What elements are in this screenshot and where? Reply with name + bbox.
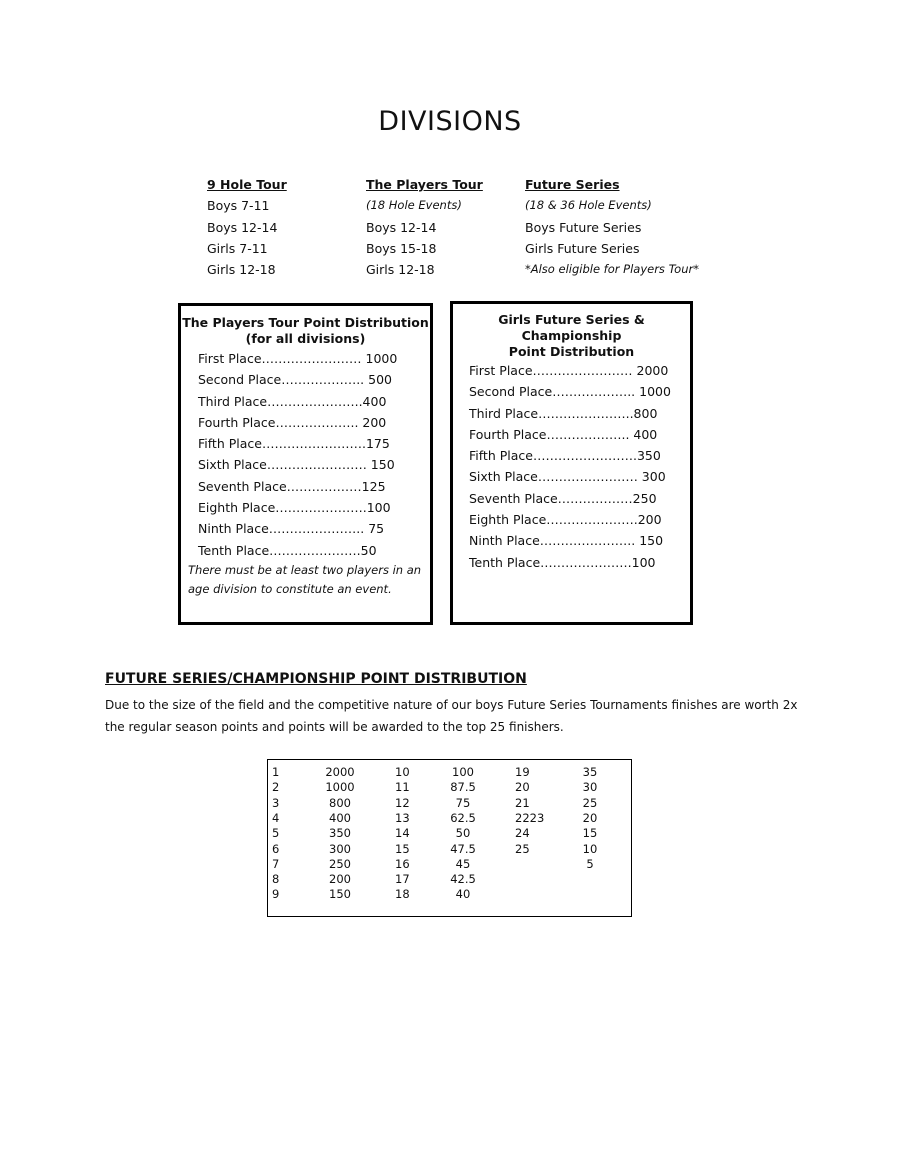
table-points-cell: 42.5	[450, 872, 476, 887]
girls-box-header-line2: Point Distribution	[508, 344, 635, 359]
division-item: Boys 15-18	[366, 240, 437, 256]
table-points-cell: 30	[582, 780, 598, 795]
table-place-cell: 19	[515, 765, 530, 779]
division-future-series	[525, 174, 725, 280]
table-place-cell: 2223	[515, 810, 545, 825]
table-place-cell: 18	[395, 887, 410, 902]
table-place-cell: 4	[272, 810, 280, 825]
table-points-cell: 45	[455, 856, 471, 871]
points-row: Third Place…………………..800	[469, 405, 658, 421]
points-row: Ninth Place………………….. 75	[198, 521, 385, 537]
division-item: Boys Future Series	[525, 219, 642, 235]
points-row: Eighth Place………………….100	[198, 500, 391, 516]
players-box-note-line1: There must be at least two players in an	[188, 562, 422, 577]
division-header: Future Series	[525, 177, 620, 192]
table-place-cell: 13	[395, 810, 410, 825]
table-place-cell: 17	[395, 872, 410, 887]
division-header: The Players Tour	[366, 177, 483, 192]
table-points-cell: 75	[455, 795, 471, 810]
table-points-cell: 150	[329, 887, 351, 902]
points-row: Seventh Place………………250	[469, 490, 657, 506]
table-points-cell: 20	[582, 810, 598, 825]
table-points-cell: 25	[582, 795, 598, 810]
table-place-cell: 9	[272, 887, 280, 902]
division-item: Boys 7-11	[207, 198, 270, 214]
future-section-title: FUTURE SERIES/CHAMPIONSHIP POINT DISTRIBUTION	[105, 671, 527, 687]
division-players-tour	[366, 174, 526, 280]
table-points-cell: 5	[586, 856, 594, 871]
table-place-cell: 11	[395, 780, 410, 795]
players-tour-points-box	[178, 303, 433, 625]
table-points-cell: 40	[455, 887, 471, 902]
table-points-cell: 800	[329, 795, 351, 810]
girls-box-header-line1: Girls Future Series & Championship	[498, 312, 645, 343]
table-place-cell: 8	[272, 872, 280, 887]
table-place-cell: 14	[395, 826, 410, 841]
points-table	[267, 759, 632, 917]
table-points-cell: 400	[329, 810, 351, 825]
table-place-cell: 5	[272, 826, 280, 841]
division-item: Boys 12-14	[366, 219, 437, 235]
table-place-cell: 1	[272, 765, 280, 779]
table-place-cell: 21	[515, 795, 530, 810]
division-item: (18 & 36 Hole Events)	[525, 198, 652, 213]
players-box-rows	[198, 348, 430, 561]
points-row: First Place…………………… 1000	[198, 351, 398, 366]
table-place-cell: 7	[272, 856, 280, 871]
division-item: (18 Hole Events)	[366, 198, 462, 213]
table-points-cell: 300	[329, 841, 351, 856]
page-title: DIVISIONS	[378, 106, 522, 137]
points-row: Fourth Place……………….. 200	[198, 414, 387, 430]
table-place-cell: 15	[395, 841, 410, 856]
table-points-cell: 250	[329, 856, 351, 871]
table-place-cell: 10	[395, 765, 410, 779]
points-row: Third Place…………………..400	[198, 393, 387, 409]
table-place-cell: 16	[395, 856, 410, 871]
points-row: Eighth Place………………….200	[469, 512, 662, 528]
table-points-cell: 35	[582, 765, 598, 779]
table-place-cell: 24	[515, 826, 530, 841]
table-points-cell: 50	[455, 826, 471, 841]
players-box-header-line2: (for all divisions)	[245, 331, 366, 346]
division-item: Girls 12-18	[207, 262, 276, 278]
players-box-header-line1: The Players Tour Point Distribution	[182, 315, 429, 330]
division-9-hole-tour	[207, 174, 367, 280]
table-points-cell: 1000	[325, 780, 355, 795]
girls-future-points-box	[450, 301, 693, 625]
table-points-cell: 2000	[325, 765, 355, 779]
table-points-cell: 350	[329, 826, 351, 841]
points-row: Second Place……………….. 1000	[469, 384, 671, 400]
table-place-cell: 25	[515, 841, 530, 856]
points-row: Fifth Place…………………….175	[198, 436, 390, 452]
points-row: Ninth Place………………….. 150	[469, 533, 664, 549]
table-place-cell: 20	[515, 780, 530, 795]
division-item: Boys 12-14	[207, 219, 278, 235]
points-row: Sixth Place…………………… 150	[198, 457, 395, 473]
division-item: Girls 7-11	[207, 240, 268, 256]
points-row: Second Place……………….. 500	[198, 372, 392, 388]
table-place-cell: 2	[272, 780, 280, 795]
table-points-cell: 10	[582, 841, 598, 856]
points-row: Fifth Place…………………….350	[469, 448, 661, 464]
table-place-cell: 3	[272, 795, 280, 810]
points-row: Tenth Place………………….50	[198, 542, 377, 558]
table-place-cell: 12	[395, 795, 410, 810]
division-header: 9 Hole Tour	[207, 177, 287, 192]
table-points-cell: 15	[582, 826, 598, 841]
division-item: Girls 12-18	[366, 262, 435, 278]
points-row: Tenth Place………………….100	[469, 554, 656, 570]
points-row: Seventh Place………………125	[198, 478, 386, 494]
table-points-cell: 87.5	[450, 780, 476, 795]
division-item: Girls Future Series	[525, 240, 640, 256]
table-points-cell: 47.5	[450, 841, 476, 856]
points-row: Sixth Place…………………… 300	[469, 469, 666, 485]
table-points-cell: 100	[452, 765, 474, 779]
points-row: First Place…………………… 2000	[469, 363, 669, 378]
points-row: Fourth Place……………….. 400	[469, 426, 658, 442]
table-points-cell: 200	[329, 872, 351, 887]
players-box-note-line2: age division to constitute an event.	[188, 582, 392, 597]
girls-box-rows	[469, 360, 690, 573]
table-points-cell: 62.5	[450, 810, 476, 825]
division-item: *Also eligible for Players Tour*	[525, 262, 699, 277]
future-section-paragraph: Due to the size of the field and the competitive nature of our boys Future Series Tournaments finishes are worth 2x the regular season points and points will be awarded to the top 25 finishers.	[105, 698, 798, 734]
table-place-cell: 6	[272, 841, 280, 856]
